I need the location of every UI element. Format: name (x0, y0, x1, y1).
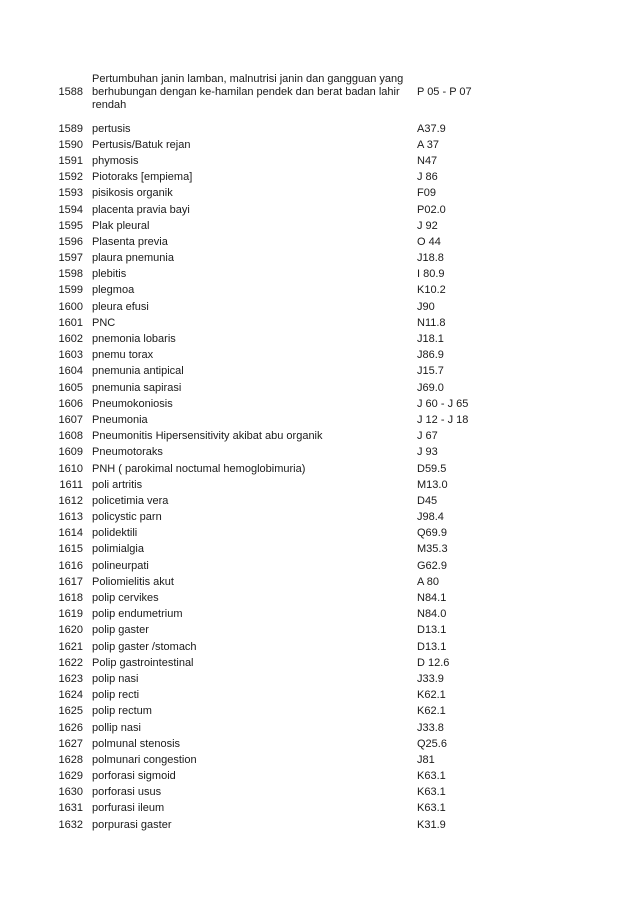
diagnosis-name: Pertusis/Batuk rejan (92, 138, 191, 151)
row-number: 1600 (58, 300, 83, 313)
row-number: 1614 (58, 527, 83, 540)
table-row (0, 493, 638, 509)
table-row (0, 510, 638, 526)
table-row (0, 720, 638, 736)
diagnosis-name: polip gaster (92, 624, 149, 637)
diagnosis-name: polip gaster /stomach (92, 640, 197, 653)
row-number: 1601 (58, 316, 83, 329)
table-row (0, 396, 638, 412)
row-number: 1608 (58, 430, 83, 443)
diagnosis-name: pnemu torax (92, 349, 154, 362)
icd-code: J 93 (417, 446, 438, 459)
table-row (0, 64, 638, 121)
row-number: 1599 (58, 284, 83, 297)
diagnosis-name: polmunari congestion (92, 753, 197, 766)
row-number: 1627 (58, 737, 83, 750)
table-row (0, 542, 638, 558)
row-number: 1605 (58, 381, 83, 394)
row-number: 1632 (58, 818, 83, 831)
icd-code: K62.1 (417, 689, 446, 702)
row-number: 1603 (58, 349, 83, 362)
row-number: 1624 (58, 689, 83, 702)
diagnosis-name: pollip nasi (92, 721, 141, 734)
diagnosis-name: PNH ( parokimal noctumal hemoglobimuria) (92, 462, 306, 475)
table-row (0, 186, 638, 202)
row-number: 1591 (58, 154, 83, 167)
row-number: 1621 (58, 640, 83, 653)
table-row (0, 623, 638, 639)
row-number: 1593 (58, 187, 83, 200)
icd-code: K31.9 (417, 818, 446, 831)
icd-code: P02.0 (417, 203, 446, 216)
icd-code: M13.0 (417, 478, 448, 491)
row-number: 1588 (58, 86, 83, 98)
table-row (0, 234, 638, 250)
diagnosis-name: pnemunia antipical (92, 365, 184, 378)
row-number: 1626 (58, 721, 83, 734)
table-row (0, 671, 638, 687)
icd-code: J69.0 (417, 381, 444, 394)
row-number: 1611 (59, 478, 83, 491)
row-number: 1598 (58, 268, 83, 281)
icd-code: O 44 (417, 235, 441, 248)
diagnosis-name: polip nasi (92, 672, 139, 685)
icd-code: Q69.9 (417, 527, 447, 540)
diagnosis-name: pertusis (92, 122, 131, 135)
table-row (0, 607, 638, 623)
row-number: 1616 (58, 559, 83, 572)
diagnosis-name: placenta pravia bayi (92, 203, 190, 216)
row-number: 1617 (58, 575, 83, 588)
icd-code: J81 (417, 753, 435, 766)
table-row (0, 218, 638, 234)
diagnosis-name: polip recti (92, 689, 140, 702)
table-row (0, 655, 638, 671)
diagnosis-name: Pneumonitis Hipersensitivity akibat abu organik (92, 430, 323, 443)
row-number: 1620 (58, 624, 83, 637)
icd-code: J86.9 (417, 349, 444, 362)
table-row (0, 412, 638, 428)
table-row (0, 380, 638, 396)
diagnosis-name: polip cervikes (92, 592, 159, 605)
row-number: 1631 (58, 802, 83, 815)
icd-code: A 80 (417, 575, 440, 588)
icd-code: J 92 (417, 219, 438, 232)
table-row (0, 688, 638, 704)
icd-code: N47 (417, 154, 438, 167)
table-row (0, 153, 638, 169)
diagnosis-name: plegmoa (92, 284, 135, 297)
icd-code: J98.4 (417, 511, 444, 524)
icd-code: J90 (417, 300, 435, 313)
table-row (0, 704, 638, 720)
table-row (0, 639, 638, 655)
diagnosis-name: plaura pnemunia (92, 252, 174, 265)
table-row (0, 429, 638, 445)
row-number: 1592 (58, 171, 83, 184)
row-number: 1613 (58, 511, 83, 524)
table-row (0, 267, 638, 283)
row-number: 1628 (58, 753, 83, 766)
table-row (0, 752, 638, 768)
diagnosis-name: policetimia vera (92, 494, 169, 507)
row-number: 1607 (58, 413, 83, 426)
icd-code: K63.1 (417, 770, 446, 783)
diagnosis-name: pnemonia lobaris (92, 333, 176, 346)
diagnosis-name: Plak pleural (92, 219, 150, 232)
row-number: 1590 (58, 138, 83, 151)
diagnosis-name: poli artritis (92, 478, 143, 491)
icd-code: N11.8 (417, 316, 446, 329)
table-row (0, 364, 638, 380)
row-number: 1623 (58, 672, 83, 685)
row-number: 1589 (58, 122, 83, 135)
icd-code: J18.1 (417, 333, 444, 346)
row-number: 1629 (58, 770, 83, 783)
row-number: 1602 (58, 333, 83, 346)
diagnosis-name: porfurasi ileum (92, 802, 165, 815)
table-row (0, 121, 638, 137)
table-row (0, 769, 638, 785)
icd-code: M35.3 (417, 543, 448, 556)
row-number: 1625 (58, 705, 83, 718)
icd-code: A 37 (417, 138, 440, 151)
icd-code: A37.9 (417, 122, 446, 135)
diagnosis-name: porforasi usus (92, 786, 162, 799)
diagnosis-name: pisikosis organik (92, 187, 173, 200)
row-number: 1604 (58, 365, 83, 378)
row-number: 1594 (58, 203, 83, 216)
icd-code: D45 (417, 494, 438, 507)
diagnosis-name: policystic parn (92, 511, 162, 524)
diagnosis-name: Poliomielitis akut (92, 575, 174, 588)
row-number: 1630 (58, 786, 83, 799)
icd-code: K62.1 (417, 705, 446, 718)
row-number: 1622 (58, 656, 83, 669)
table-row (0, 348, 638, 364)
table-row (0, 331, 638, 347)
icd-code: G62.9 (417, 559, 447, 572)
row-number: 1618 (58, 592, 83, 605)
row-number: 1595 (58, 219, 83, 232)
icd-code: J18.8 (417, 252, 444, 265)
row-number: 1610 (58, 462, 83, 475)
diagnosis-name: PNC (92, 316, 116, 329)
table-row (0, 137, 638, 153)
icd-code: K63.1 (417, 802, 446, 815)
icd-code: J 67 (417, 430, 438, 443)
icd-code: F09 (417, 187, 436, 200)
table-row (0, 526, 638, 542)
table-row (0, 736, 638, 752)
icd-code: J 12 - J 18 (417, 413, 469, 426)
row-number: 1615 (58, 543, 83, 556)
table-row (0, 283, 638, 299)
diagnosis-name: Plasenta previa (92, 235, 168, 248)
icd-code: D59.5 (417, 462, 447, 475)
row-number: 1619 (58, 608, 83, 621)
diagnosis-name: Pneumonia (92, 413, 148, 426)
diagnosis-name: polidektili (92, 527, 138, 540)
table-row (0, 461, 638, 477)
icd-code: K63.1 (417, 786, 446, 799)
row-number: 1606 (58, 397, 83, 410)
icd-code: J33.9 (417, 672, 444, 685)
icd-code: D13.1 (417, 624, 447, 637)
table-row (0, 202, 638, 218)
diagnosis-name: polmunal stenosis (92, 737, 181, 750)
icd-code: J15.7 (417, 365, 444, 378)
table-row (0, 477, 638, 493)
table-row (0, 251, 638, 267)
diagnosis-name: Pneumotoraks (92, 446, 163, 459)
diagnosis-name: Polip gastrointestinal (92, 656, 194, 669)
diagnosis-name: polimialgia (92, 543, 144, 556)
table-row (0, 315, 638, 331)
icd-code: J 86 (417, 171, 438, 184)
icd-code: J 60 - J 65 (417, 397, 469, 410)
row-number: 1609 (58, 446, 83, 459)
diagnosis-name: pnemunia sapirasi (92, 381, 182, 394)
diagnosis-name: plebitis (92, 268, 127, 281)
diagnosis-name: polip rectum (92, 705, 152, 718)
table-row (0, 801, 638, 817)
table-row (0, 299, 638, 315)
diagnosis-name: polineurpati (92, 559, 149, 572)
diagnosis-name: pleura efusi (92, 300, 149, 313)
icd-code: K10.2 (417, 284, 446, 297)
table-row (0, 785, 638, 801)
table-row (0, 817, 638, 833)
icd-code: P 05 - P 07 (417, 86, 472, 98)
icd-code: N84.1 (417, 592, 447, 605)
diagnosis-name: porpurasi gaster (92, 818, 172, 831)
row-number: 1612 (58, 494, 83, 507)
icd-code: Q25.6 (417, 737, 447, 750)
icd-code: D 12.6 (417, 656, 450, 669)
diagnosis-name: polip endumetrium (92, 608, 183, 621)
row-number: 1596 (58, 235, 83, 248)
table-row (0, 590, 638, 606)
diagnosis-name: Pneumokoniosis (92, 397, 173, 410)
icd-code: N84.0 (417, 608, 447, 621)
icd-code: J33.8 (417, 721, 444, 734)
table-row (0, 574, 638, 590)
icd-code: I 80.9 (417, 268, 445, 281)
row-number: 1597 (58, 252, 83, 265)
diagnosis-name: Pertumbuhan janin lamban, malnutrisi janin dan gangguan yang berhubungan dengan ke-hamilan pendek dan berat badan lahir rendah (92, 73, 404, 111)
diagnosis-name: Piotoraks [empiema] (92, 171, 193, 184)
icd-code: D13.1 (417, 640, 447, 653)
diagnosis-name: porforasi sigmoid (92, 770, 176, 783)
table-row (0, 170, 638, 186)
diagnosis-name: phymosis (92, 154, 139, 167)
table-row (0, 558, 638, 574)
icd-code-table (0, 64, 638, 833)
table-row (0, 445, 638, 461)
